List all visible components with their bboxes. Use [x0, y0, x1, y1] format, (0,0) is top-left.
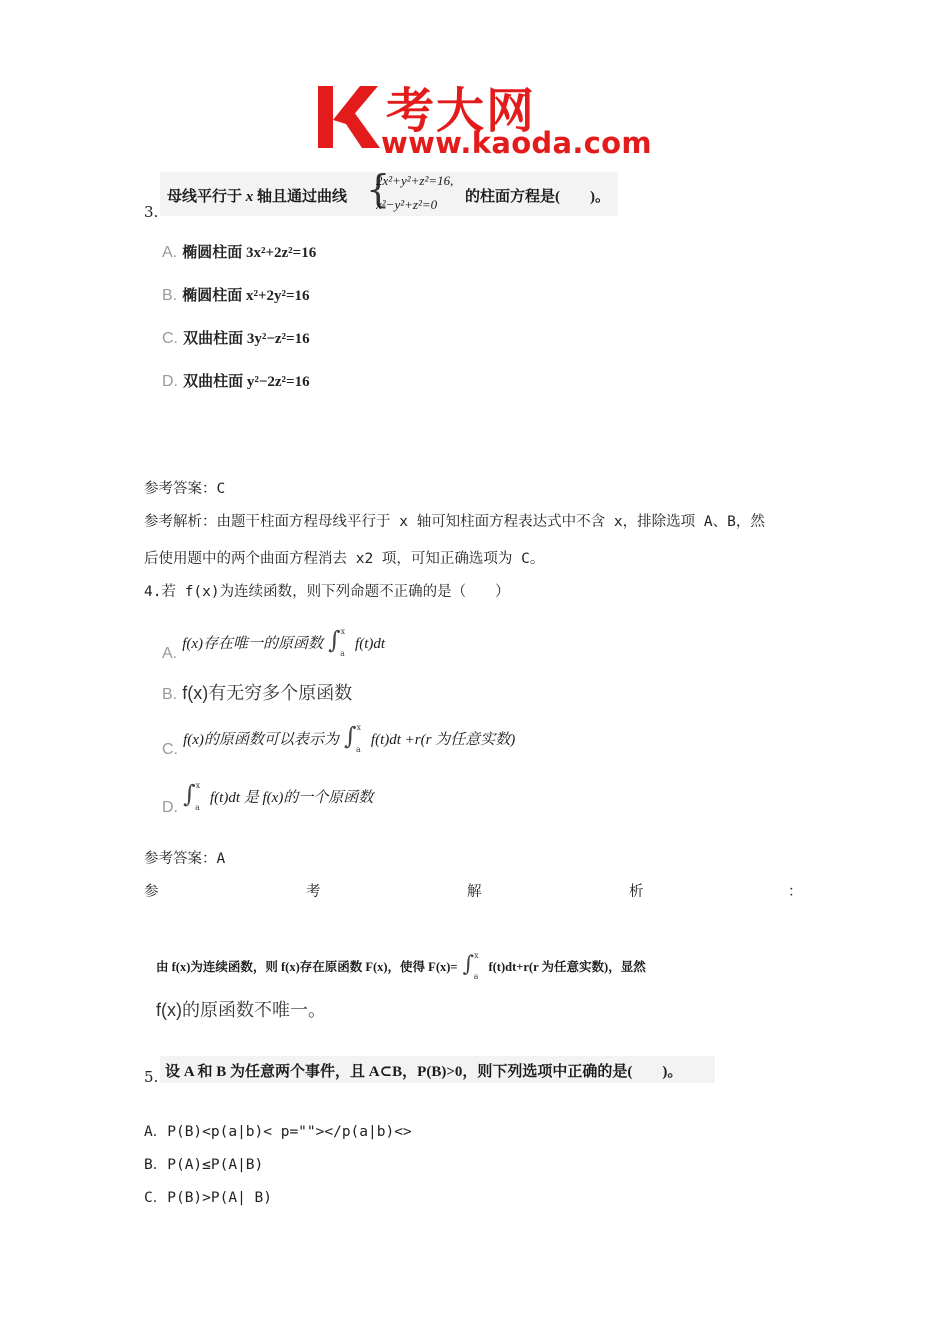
integral-sign: ∫ [462, 952, 475, 977]
integral-sign: ∫ [344, 722, 357, 750]
site-url: www.kaoda.com [381, 126, 652, 160]
q4-analysis-label-1: 参 [144, 884, 159, 900]
q3-option-a[interactable] [162, 241, 316, 262]
q5-option-b[interactable]: B．P(A)≤P(A|B) [144, 1157, 264, 1173]
option-letter: B. [162, 686, 178, 703]
q4-option-c[interactable] [162, 722, 515, 756]
option-text-pre: f(x)的原函数可以表示为 [183, 732, 339, 748]
option-letter: D. [162, 799, 178, 816]
q3-eq1: 2x²+y²+z²=16, [376, 173, 454, 188]
integral-upper: x [356, 723, 362, 732]
integral-upper: x [340, 627, 346, 636]
q5-option-c[interactable]: C．P(B)>P(A| B) [144, 1190, 272, 1206]
integral-upper: x [474, 951, 479, 960]
q3-eq2: x²−y²+z²=0 [376, 197, 438, 212]
site-name: 考大网 [386, 83, 537, 139]
option-letter: A. [162, 244, 178, 261]
option-letter: C. [162, 741, 178, 758]
q3-answer: 参考答案：C [144, 481, 226, 497]
q4-analysis-image-line1 [156, 952, 646, 986]
q5-number: 5. [144, 1068, 159, 1086]
integral-lower: a [340, 649, 345, 658]
analysis-text-post: f(t)dt+r(r 为任意实数)，显然 [488, 960, 646, 974]
option-text-post: f(t)dt [355, 636, 386, 652]
q4-option-d[interactable] [162, 780, 373, 814]
q3-analysis-line1: 参考解析：由题干柱面方程母线平行于 x 轴可知柱面方程表达式中不含 x，排除选项 A、B，然 [144, 514, 765, 530]
q3-option-b[interactable] [162, 284, 310, 305]
q4-analysis-label-3: 解 [467, 884, 482, 900]
option-letter: D. [162, 373, 178, 390]
kaoda-logo-k [318, 84, 380, 150]
option-text: 双曲柱面 y²−2z²=16 [183, 374, 310, 390]
integral-sign: ∫ [183, 780, 196, 808]
integral-upper: x [195, 781, 201, 790]
q3-system-brace: { [366, 167, 391, 211]
option-text: 椭圆柱面 3x²+2z²=16 [182, 245, 317, 261]
q3-stem-post: 的柱面方程是( )。 [465, 189, 610, 205]
option-text-post: f(t)dt 是 f(x)的一个原函数 [210, 790, 374, 806]
q4-analysis-image-line2: f(x)的原函数不唯一。 [156, 1000, 326, 1020]
option-letter: A. [162, 645, 178, 662]
q4-stem: 4.若 f(x)为连续函数，则下列命题不正确的是（ ） [144, 584, 510, 600]
option-text: 椭圆柱面 x²+2y²=16 [182, 288, 310, 304]
q4-option-b[interactable] [162, 679, 352, 705]
q5-stem: 设 A 和 B 为任意两个事件，且 A⊂B，P(B)>0，则下列选项中正确的是( )。 [165, 1064, 683, 1080]
integral-lower: a [473, 972, 479, 981]
option-text-post: f(t)dt +r(r 为任意实数) [370, 732, 516, 748]
option-letter: B. [162, 287, 178, 304]
q4-answer: 参考答案：A [144, 851, 226, 867]
option-text-pre: f(x)存在唯一的原函数 [182, 636, 324, 652]
q4-analysis-label-2: 考 [306, 884, 321, 900]
option-letter: C. [162, 330, 178, 347]
q3-stem-pre: 母线平行于 x 轴且通过曲线 [167, 189, 348, 205]
q4-analysis-label-4: 析 [629, 884, 644, 900]
q3-option-d[interactable] [162, 370, 310, 391]
q4-analysis-label-5: ： [788, 884, 803, 900]
option-text: 双曲柱面 3y²−z²=16 [183, 331, 310, 347]
integral-lower: a [356, 745, 361, 754]
q3-option-c[interactable] [162, 327, 310, 348]
q3-number: 3. [144, 203, 159, 221]
q3-analysis-line2: 后使用题中的两个曲面方程消去 x2 项，可知正确选项为 C。 [144, 551, 545, 567]
integral-lower: a [195, 803, 200, 812]
q4-option-a[interactable] [162, 626, 385, 660]
option-text: f(x)有无穷多个原函数 [182, 683, 353, 703]
q5-option-a[interactable]: A．P(B)<p(a|b)< p=""></p(a|b)<> [144, 1124, 412, 1140]
integral-sign: ∫ [328, 626, 341, 654]
analysis-text-pre: 由 f(x)为连续函数，则 f(x)存在原函数 F(x)，使得 F(x)= [156, 960, 458, 974]
